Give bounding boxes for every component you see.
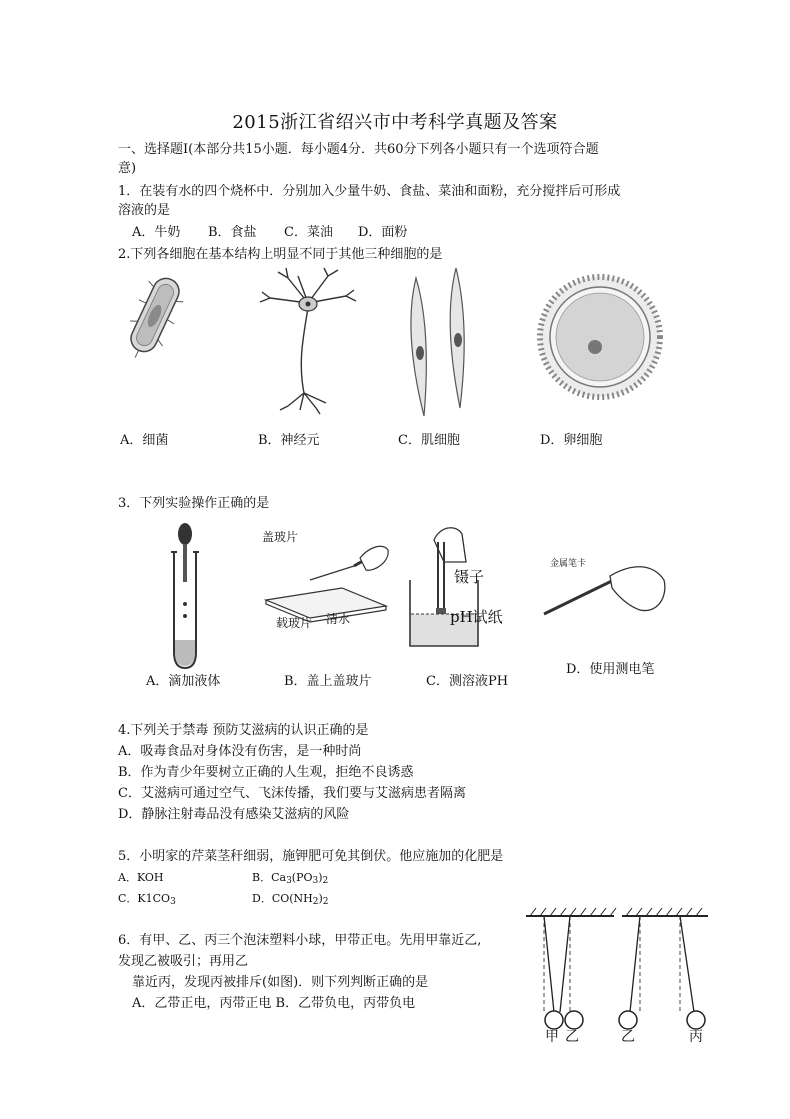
q1-stem-cont: 溶液的是 (118, 203, 171, 218)
q6-stem: 6．有甲、乙、丙三个泡沫塑料小球，甲带正电。先用甲靠近乙, (118, 933, 482, 948)
q3-stem: 3．下列实验操作正确的是 (118, 496, 270, 511)
q1-option-d: D．面粉 (358, 225, 408, 240)
q6-stem-cont: 发现乙被吸引；再用乙 (118, 954, 249, 969)
slide-label: 载玻片 (276, 616, 313, 630)
ph-test-figure (404, 522, 494, 652)
ball-label-jia: 甲 (545, 1029, 559, 1045)
q6-options: A．乙带正电，丙带正电 B．乙带负电，丙带负电 (132, 996, 416, 1011)
q1-stem: 1．在装有水的四个烧杯中．分别加入少量牛奶、食盐、菜油和面粉，充分搅拌后可形成 (118, 184, 621, 199)
water-label: 清水 (326, 612, 351, 626)
q5-option-d: D．$CO(NH_2)_2$ (252, 892, 329, 907)
q5-stem: 5．小明家的芹菜茎秆细弱，施钾肥可免其倒伏。他应施加的化肥是 (118, 849, 504, 864)
section-heading-cont: 意) (118, 161, 137, 176)
q2-option-a: A．细菌 (120, 433, 169, 448)
ball-label-yi-2: 乙 (621, 1029, 635, 1045)
q3-option-b: B．盖上盖玻片 (284, 674, 372, 689)
q3-option-c: C．测溶液PH (426, 674, 509, 689)
q4-option-d: D．静脉注射毒品没有感染艾滋病的风险 (118, 807, 350, 822)
q4-stem: 4.下列关于禁毒 预防艾滋病的认识正确的是 (118, 723, 369, 738)
pen-tip-label: 金属笔卡 (550, 559, 587, 569)
q1-option-a: A．牛奶 (132, 225, 181, 240)
q3-option-d: D．使用测电笔 (566, 662, 655, 677)
bacterium-figure (120, 270, 190, 360)
q2-option-b: B．神经元 (258, 433, 320, 448)
q5-option-b: B．$Ca_3(PO_3)_2$ (252, 871, 329, 886)
q4-option-a: A．吸毒食品对身体没有伤害，是一种时尚 (118, 744, 362, 759)
ball-label-yi: 乙 (565, 1029, 579, 1045)
egg-cell-figure (535, 272, 665, 402)
cover-slip-label: 盖玻片 (262, 530, 299, 544)
q3-option-a: A．滴加液体 (146, 674, 221, 689)
q4-option-c: C．艾滋病可通过空气、飞沫传播，我们要与艾滋病患者隔离 (118, 786, 466, 801)
q5-option-a: A．KOH (118, 871, 164, 884)
dropper-testtube-figure (160, 522, 210, 672)
q2-option-c: C．肌细胞 (398, 433, 460, 448)
section-heading: 一、选择题Ⅰ(本部分共15小题．每小题4分．共60分下列各小题只有一个选项符合题 (118, 142, 599, 157)
q1-option-b: B．食盐 (208, 225, 257, 240)
ph-paper-label: pH试纸 (450, 608, 503, 626)
ball-label-bing: 丙 (689, 1029, 703, 1045)
neuron-figure (258, 268, 358, 418)
q6-stem-cont2: 靠近丙，发现丙被排斥(如图)．则下列判断正确的是 (132, 975, 429, 990)
q2-stem: 2.下列各细胞在基本结构上明显不同于其他三种细胞的是 (118, 247, 443, 262)
page-title: 2015浙江省绍兴市中考科学真题及答案 (232, 112, 558, 133)
q4-option-b: B．作为青少年要树立正确的人生观，拒绝不良诱惑 (118, 765, 414, 780)
q1-option-c: C．菜油 (284, 225, 333, 240)
muscle-cell-figure (398, 268, 478, 418)
q5-option-c: C．$K1CO_3$ (118, 892, 176, 907)
tweezers-label: 镊子 (454, 568, 485, 586)
q2-option-d: D．卵细胞 (540, 433, 603, 448)
